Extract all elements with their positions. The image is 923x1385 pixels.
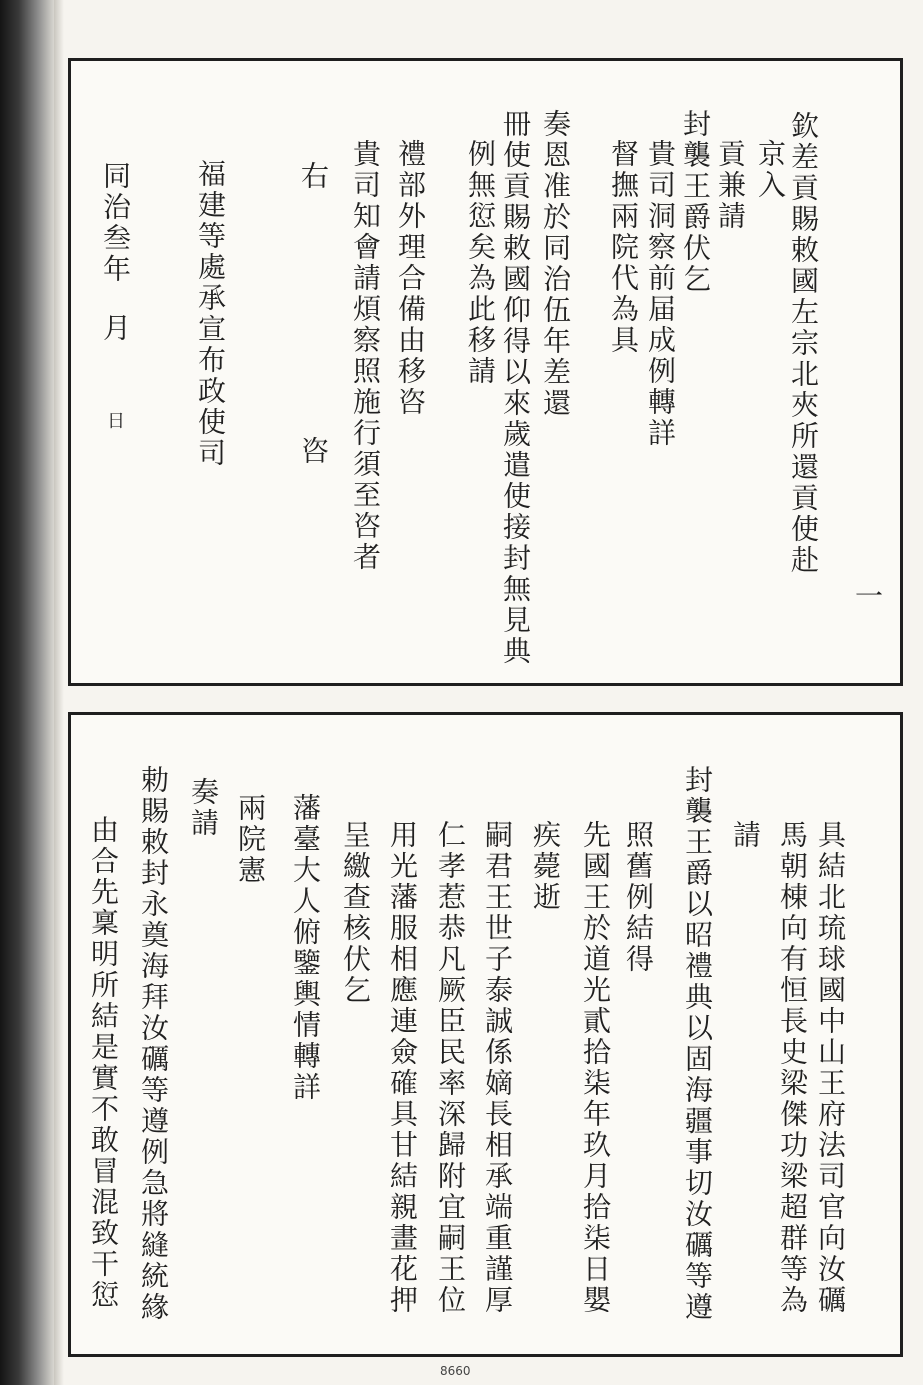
date-column: 同治叁年: [99, 161, 132, 285]
text-column: 貴司知會請煩察照施行須至咨者: [349, 139, 382, 573]
text-column: 先國王於道光貳拾柒年玖月拾柒日嬰: [579, 820, 612, 1316]
text-column: 京入: [754, 139, 787, 201]
text-column: 由合先稟明所結是實不敢冒混致干愆: [87, 815, 120, 1311]
page-number: 8660: [440, 1364, 471, 1378]
text-column: 馬朝棟向有恒長史梁傑功梁超群等為: [776, 820, 809, 1316]
text-column: 勅賜敕封永奠海拜汝礪等遵例急將縫統緣: [137, 765, 170, 1323]
book-gutter: [54, 0, 64, 1385]
top-document-panel: [68, 58, 903, 686]
text-column: 禮部外理合備由移咨: [394, 139, 427, 418]
text-column: 咨: [297, 436, 330, 467]
book-binding-shadow: [0, 0, 54, 1385]
text-column: 用光藩服相應連僉確具甘結親畫花押: [386, 820, 419, 1316]
text-column: 請: [729, 820, 762, 851]
date-month: 月: [99, 313, 132, 344]
text-column: 照舊例結得: [622, 820, 655, 975]
text-column: 具結北琉球國中山王府法司官向汝礪: [814, 820, 847, 1316]
date-day: 日: [104, 411, 125, 431]
text-column: 嗣君王世子泰誠係嫡長相承端重謹厚: [481, 820, 514, 1316]
text-column: 右: [297, 161, 330, 192]
text-column: 呈繳查核伏乞: [339, 820, 372, 1006]
text-column: 貢兼請: [714, 139, 747, 232]
text-column: 奏請: [187, 777, 220, 839]
text-column: 奏恩准於同治伍年差還: [539, 109, 572, 419]
text-column: 封襲王爵以昭禮典以固海疆事切汝礪等遵: [681, 765, 714, 1323]
text-column: 貴司洞察前届成例轉詳: [644, 139, 677, 449]
text-column: 例無愆矣為此移請: [464, 139, 497, 387]
text-column: 冊使貢賜敕國仰得以來歲遣使接封無見典: [499, 109, 532, 667]
text-column: 疾薨逝: [529, 820, 562, 913]
issuer-column: 福建等處承宣布政使司: [194, 159, 227, 469]
text-column: 欽差貢賜敕國左宗北夾所還貢使赴: [787, 111, 820, 576]
text-column: 藩臺大人俯鑒輿情轉詳: [289, 793, 322, 1103]
text-column: 督撫兩院代為具: [607, 139, 640, 356]
text-column: 兩院憲: [234, 793, 267, 886]
text-column: 仁孝惹恭凡厥臣民率深歸附宜嗣王位: [434, 820, 467, 1316]
bottom-document-panel: [68, 712, 903, 1357]
text-column: 封襲王爵伏乞: [679, 109, 712, 295]
page-mark: 一: [851, 581, 884, 612]
